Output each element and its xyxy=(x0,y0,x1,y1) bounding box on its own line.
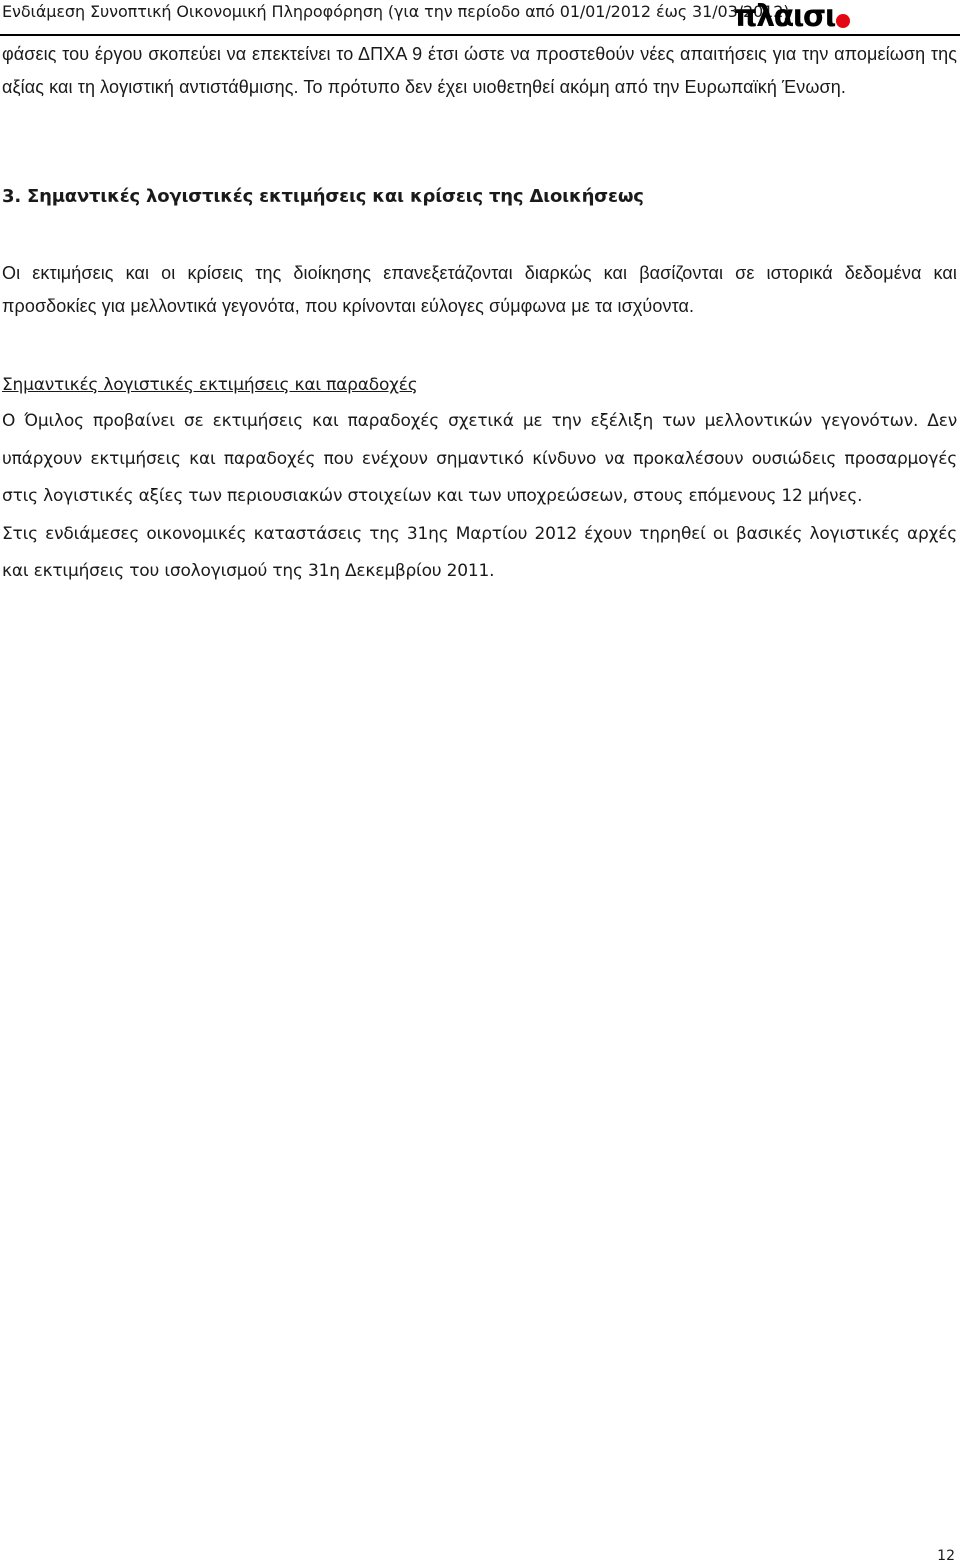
page-header xyxy=(0,0,960,36)
subheading-block xyxy=(2,375,957,395)
section-paragraph-block xyxy=(2,257,957,323)
intro-block xyxy=(2,38,957,104)
logo-dot-icon xyxy=(836,14,850,28)
company-logo xyxy=(734,0,850,34)
logo-wordmark: πλαισι xyxy=(733,0,835,34)
subsection-paragraph-1: Ο Όμιλος προβαίνει σε εκτιμήσεις και παραδοχές σχετικά με την εξέλιξη των μελλοντικών γεγονότων. Δεν υπάρχουν εκτιμήσεις και παραδοχές που ενέχουν σημαντικό κίνδυνο να προκαλέσουν ουσιώδεις προσαρμογές στις λογιστικές αξίες των περιουσιακών στοιχείων και των υποχρεώσεων, στους επόμενους 12 μήνες. xyxy=(2,411,957,506)
subsection-paragraph-2: Στις ενδιάμεσες οικονομικές καταστάσεις της 31ης Μαρτίου 2012 έχουν τηρηθεί οι βασικές λογιστικές αρχές και εκτιμήσεις του ισολογισμού της 31η Δεκεμβρίου 2011. xyxy=(2,523,957,581)
subsection-block xyxy=(2,403,957,591)
page-number: 12 xyxy=(937,1548,955,1564)
subheading: Σημαντικές λογιστικές εκτιμήσεις και παραδοχές xyxy=(2,375,418,395)
section-title-block xyxy=(2,186,957,207)
section-title: 3. Σημαντικές λογιστικές εκτιμήσεις και κρίσεις της Διοικήσεως xyxy=(2,186,644,207)
section-paragraph: Οι εκτιμήσεις και οι κρίσεις της διοίκησης επανεξετάζονται διαρκώς και βασίζονται σε ιστορικά δεδομένα και προσδοκίες για μελλοντικά γεγονότα, που κρίνονται εύλογες σύμφωνα με τα ισχύοντα. xyxy=(2,263,957,316)
header-title: Ενδιάμεση Συνοπτική Οικονομική Πληροφόρηση (για την περίοδο από 01/01/2012 έως 31/03/2012) xyxy=(2,2,790,21)
intro-paragraph: φάσεις του έργου σκοπεύει να επεκτείνει το ΔΠΧΑ 9 έτσι ώστε να προστεθούν νέες απαιτήσεις για την απομείωση της αξίας και τη λογιστική αντιστάθμισης. Το πρότυπο δεν έχει υιοθετηθεί ακόμη από την Ευρωπαϊκή Ένωση. xyxy=(2,44,957,97)
